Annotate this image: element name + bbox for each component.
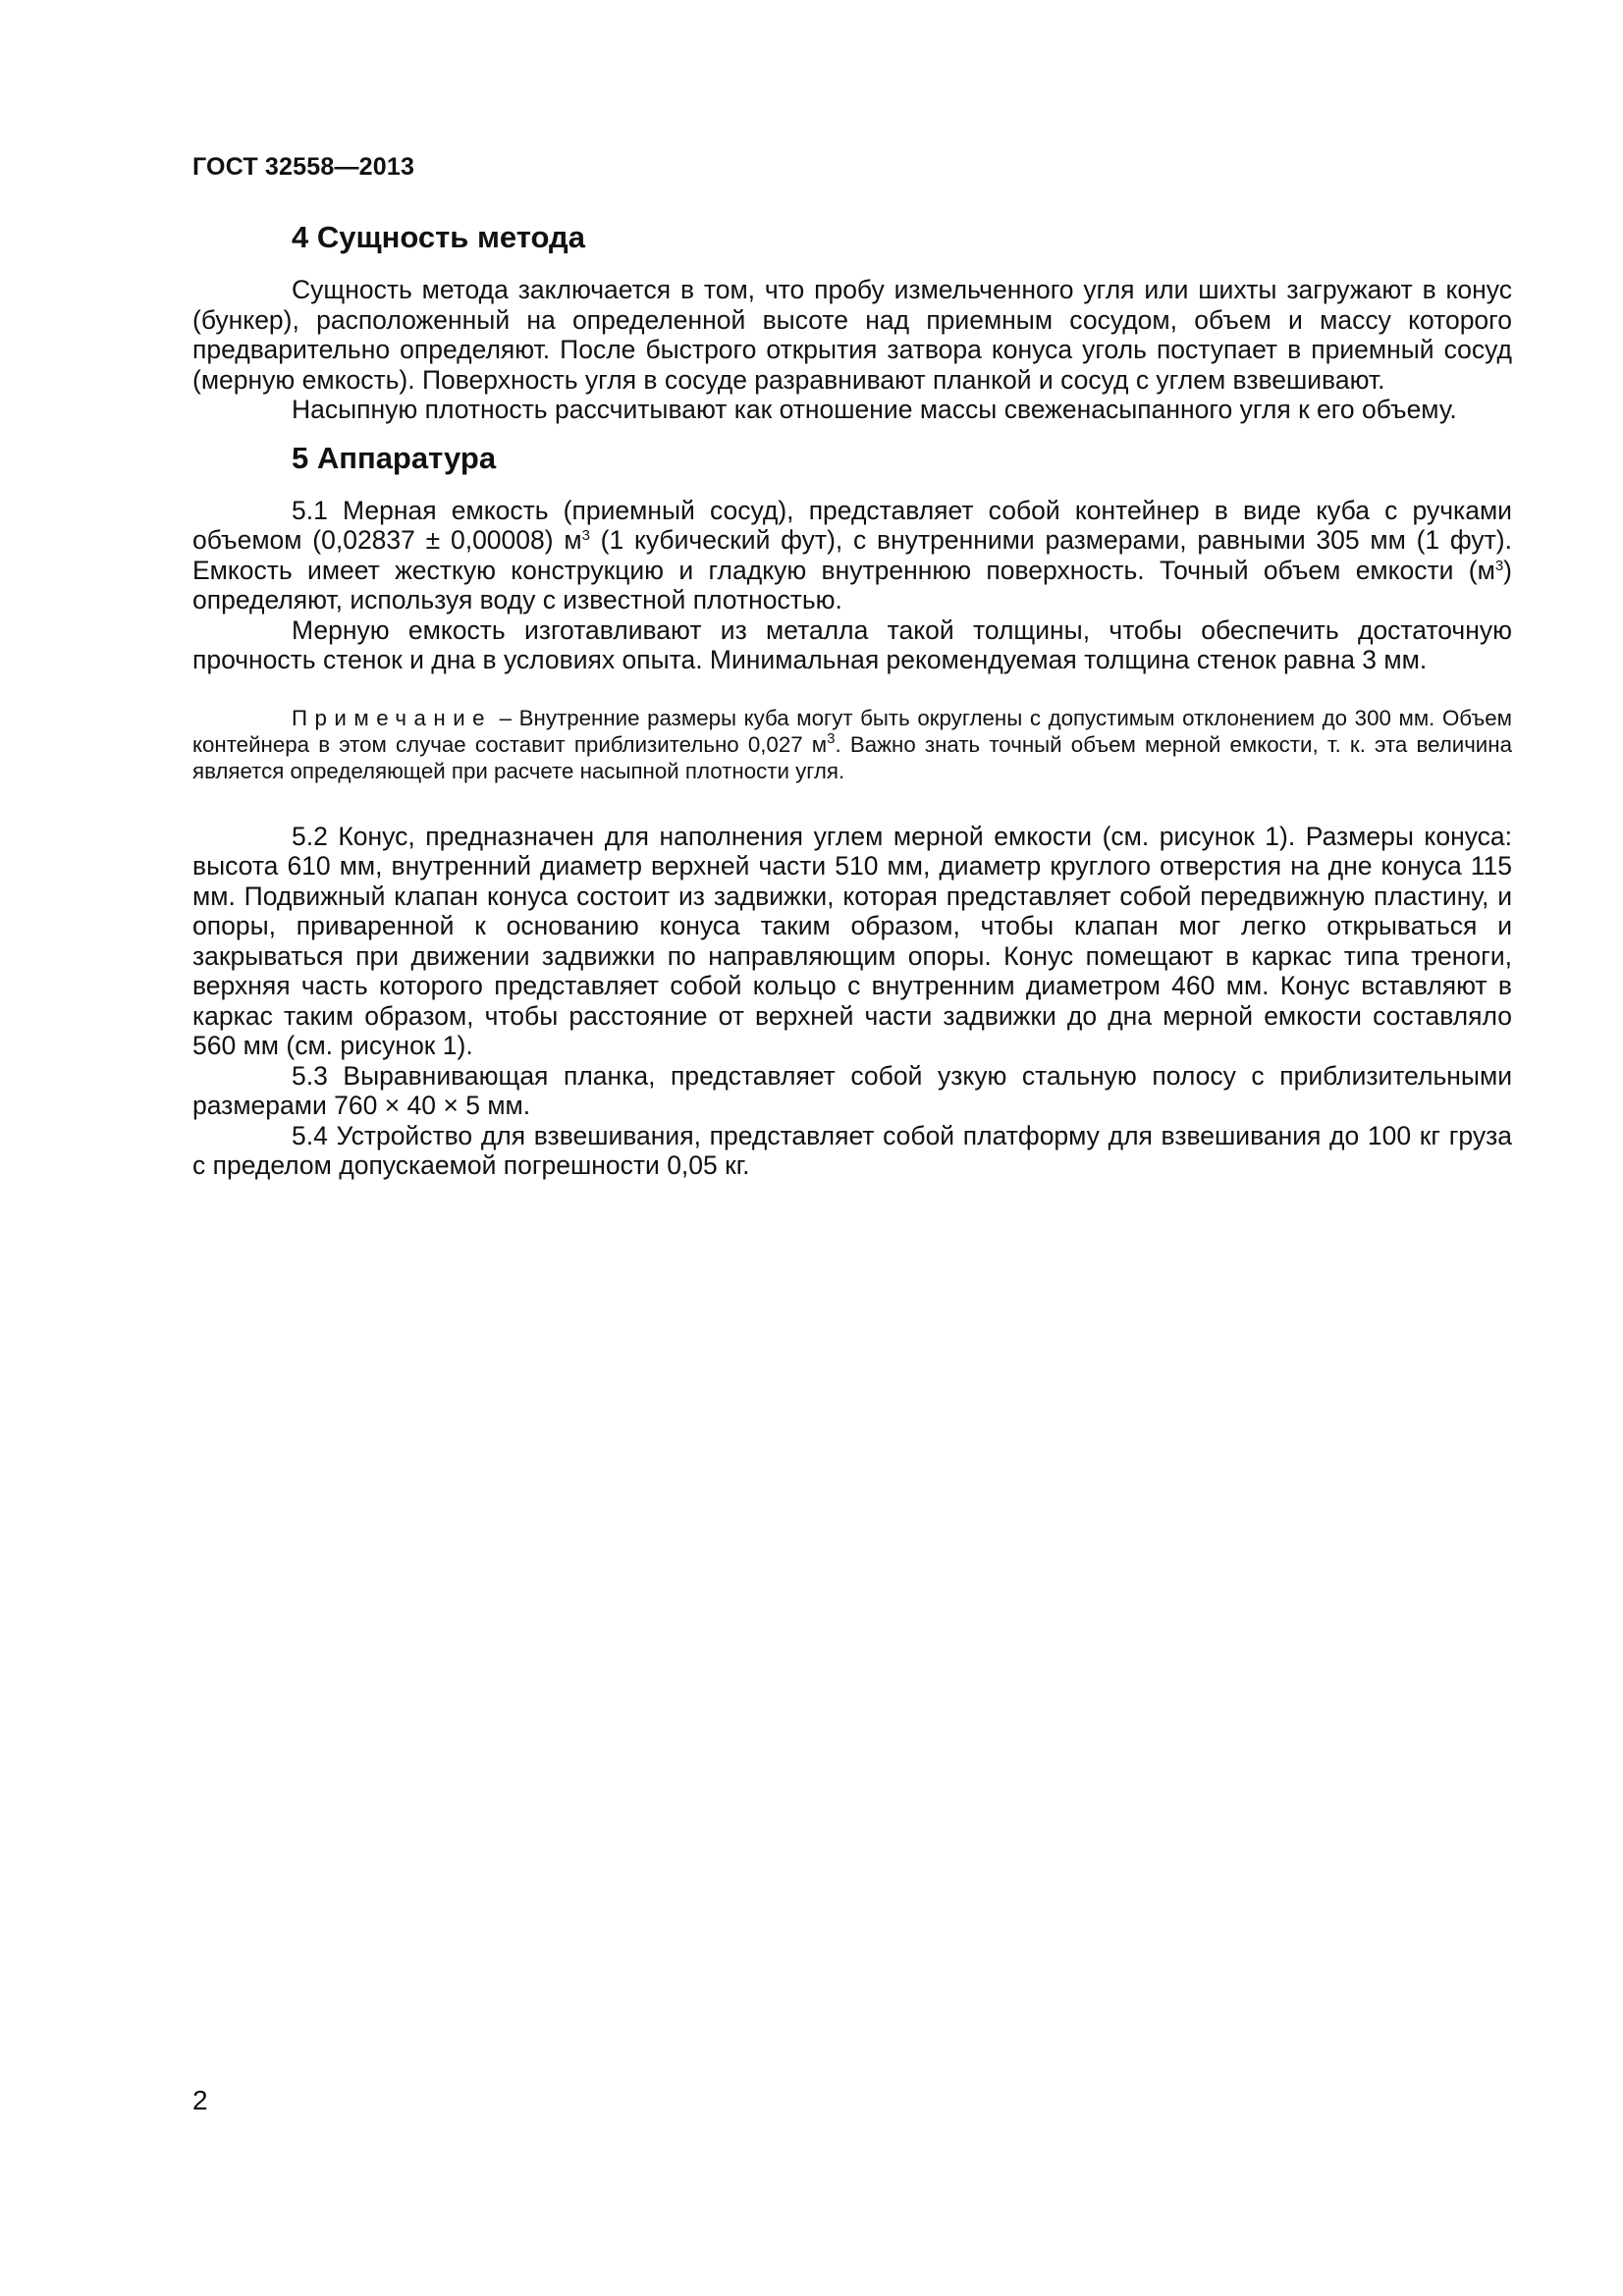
standard-header: ГОСТ 32558—2013 xyxy=(192,153,415,181)
section-5-4-paragraph: 5.4 Устройство для взвешивания, представляет собой платформу для взвешивания до 100 кг груза с пределом допускаемой погрешности 0,05 кг. xyxy=(192,1120,1512,1180)
section-5-title: 5 Аппаратура xyxy=(292,440,497,475)
section-4-paragraph-2: Насыпную плотность рассчитывают как отношение массы свеженасыпанного угля к его объему. xyxy=(292,395,1457,424)
superscript-cubic: 3 xyxy=(827,729,836,747)
note-paragraph xyxy=(192,705,1512,784)
note-text-b: . Важно знать точный объем мерной емкости, т. к. эта величина является определяющей при расчете насыпной плотности угля. xyxy=(192,731,1512,783)
superscript-cubic: 3 xyxy=(581,527,590,544)
section-4-paragraph-1: Сущность метода заключается в том, что пробу измельченного угля или шихты загружают в конус (бункер), расположенный на определенной высоте над приемным сосудом, объем и массу которого предварительно определяют. После быстрого открытия затвора конуса уголь поступает в приемный сосуд (мерную емкость). Поверхность угля в сосуде разравнивают планкой и сосуд с углем взвешивают. xyxy=(192,275,1512,395)
section-4-title: 4 Сущность метода xyxy=(292,220,585,254)
section-5-1-text-b: (1 кубический фут), с внутренними размерами, равными 305 мм (1 фут). Емкость имеет жесткую конструкцию и гладкую внутреннюю поверхность. Точный объем емкости (м xyxy=(192,525,1512,585)
section-5-3-paragraph: 5.3 Выравнивающая планка, представляет собой узкую стальную полосу с приблизительными размерами 760 × 40 × 5 мм. xyxy=(192,1060,1512,1120)
note-text-a: – Внутренние размеры куба могут быть округлены с допустимым отклонением до 300 мм. Объем контейнера в этом случае составит приблизительно 0,027 м xyxy=(192,705,1512,757)
superscript-cubic: 3 xyxy=(1494,557,1504,574)
section-5-1-paragraph-2: Мерную емкость изготавливают из металла такой толщины, чтобы обеспечить достаточную прочность стенок и дна в условиях опыта. Минимальная рекомендуемая толщина стенок равна 3 мм. xyxy=(192,614,1512,674)
section-5-1-paragraph xyxy=(192,496,1512,615)
note-label: Примечание xyxy=(292,705,493,730)
section-5-1-text-a: 5.1 Мерная емкость (приемный сосуд), представляет собой контейнер в виде куба с ручками объемом (0,02837 ± 0,00008) м xyxy=(192,495,1512,555)
page-number: 2 xyxy=(192,2085,208,2115)
section-5-1-text-c: ) определяют, используя воду с известной плотностью. xyxy=(192,555,1512,614)
section-5-2-paragraph: 5.2 Конус, предназначен для наполнения углем мерной емкости (см. рисунок 1). Размеры конуса: высота 610 мм, внутренний диаметр верхней части 510 мм, диаметр круглого отверстия на дне конуса 115 мм. Подвижный клапан конуса состоит из задвижки, которая представляет собой передвижную пластину, и опоры, приваренной к основанию конуса таким образом, чтобы клапан мог легко открываться и закрываться при движении задвижки по направляющим опоры. Конус помещают в каркас типа треноги, верхняя часть которого представляет собой кольцо с внутренним диаметром 460 мм. Конус вставляют в каркас таким образом, чтобы расстояние от верхней части задвижки до дна мерной емкости составляло 560 мм (см. рисунок 1). xyxy=(192,821,1512,1060)
document-body xyxy=(192,218,1512,1181)
